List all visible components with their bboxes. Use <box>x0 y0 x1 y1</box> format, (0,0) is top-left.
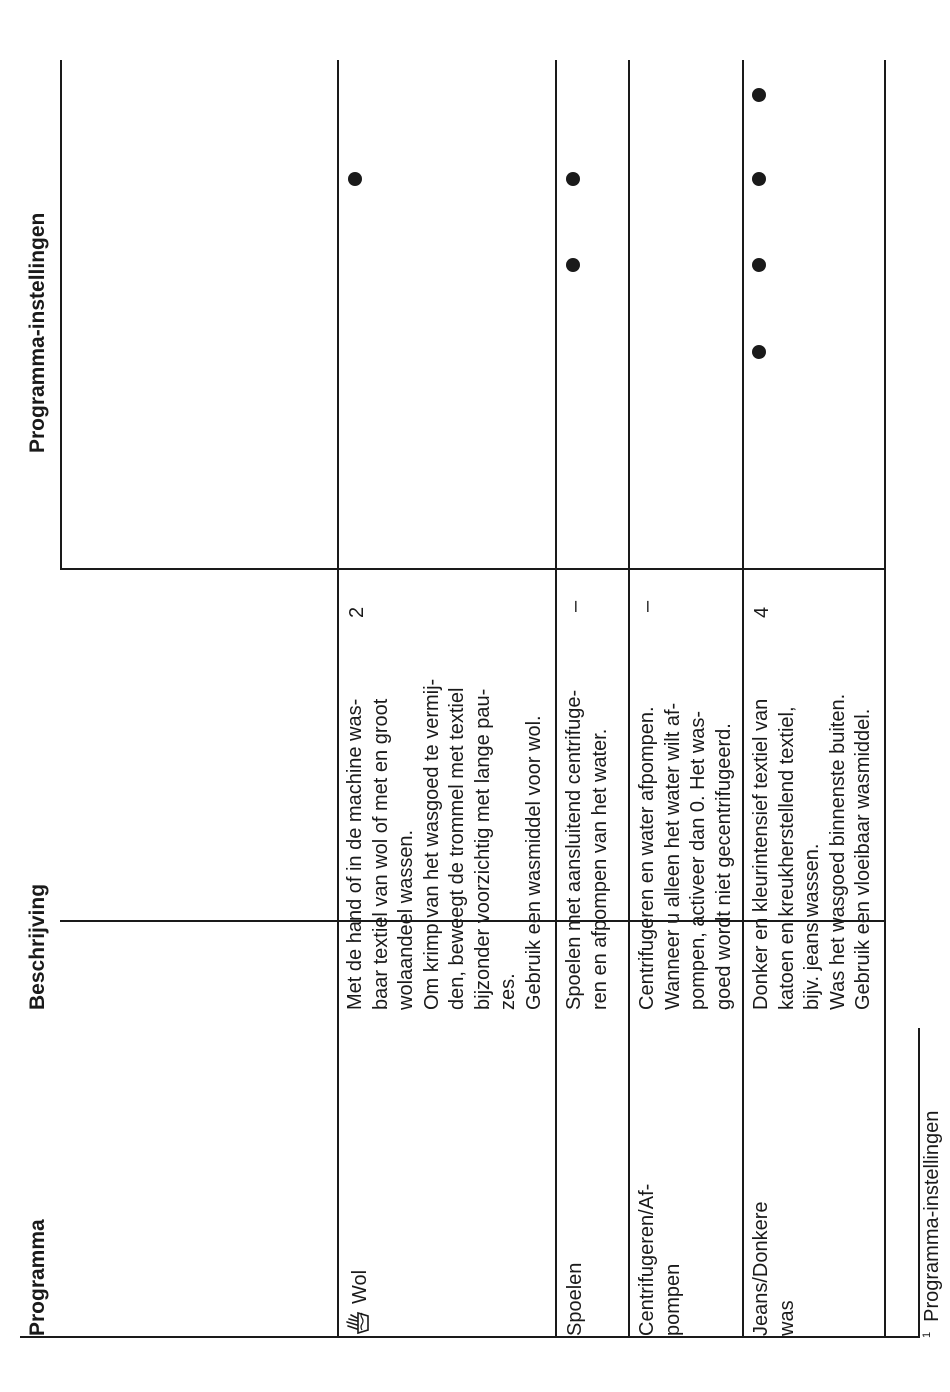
description-line: Was het wasgoed binnenste buiten. <box>826 693 849 1010</box>
description-cell <box>635 703 737 1010</box>
description-line: Gebruik een vloeibaar wasmiddel. <box>852 708 874 1010</box>
setting-dot <box>566 172 580 186</box>
row-divider-4 <box>742 60 744 1338</box>
program-label: Wol <box>349 1269 371 1304</box>
description-line: bijv. jeans wassen. <box>801 843 823 1010</box>
value-cell: – <box>636 600 658 612</box>
description-line: Gebruik een wasmiddel voor wol. <box>522 715 545 1010</box>
description-line: Met de hand of in de machine was- <box>344 698 366 1010</box>
footnote <box>921 1111 944 1338</box>
value-cell: 2 <box>346 606 368 618</box>
program-label-line: was <box>775 1300 798 1336</box>
footnote-mark: 1 <box>921 1331 933 1338</box>
setting-dot <box>752 258 766 272</box>
setting-dot <box>752 345 766 359</box>
description-line: goed wordt niet gecentrifugeerd. <box>712 723 735 1010</box>
hand-wash-icon <box>345 1310 371 1336</box>
program-cell-centrifugeren <box>635 1184 686 1336</box>
description-line: Donker en kleurintensief textiel van <box>750 698 772 1010</box>
description-line: bijzonder voorzichtig met lange pau- <box>471 688 494 1010</box>
footnote-text: Programma-instellingen <box>921 1110 943 1322</box>
description-line: Spoelen met aansluitend centrifuge- <box>563 689 585 1010</box>
row-divider-2 <box>555 60 557 1338</box>
table-bottom-border <box>884 60 886 1338</box>
header-beschrijving: Beschrijving <box>26 883 49 1010</box>
description-line: katoen en kreukherstellend textiel, <box>775 706 798 1010</box>
description-line: ren en afpompen van het water. <box>588 728 611 1010</box>
header-programma: Programma <box>26 1219 49 1336</box>
description-line: Centrifugeren en water afpompen. <box>636 706 658 1010</box>
value-cell: – <box>564 600 586 612</box>
description-cell <box>562 690 613 1010</box>
description-line: Wanneer u alleen het water wilt af- <box>661 702 684 1010</box>
description-cell <box>749 694 877 1010</box>
row-divider-3 <box>628 60 630 1338</box>
setting-dot <box>752 88 766 102</box>
program-label-line: Centrifugeren/Af- <box>636 1183 658 1336</box>
program-label-line: Jeans/Donkere <box>750 1201 772 1336</box>
header-divider <box>60 60 62 570</box>
row-divider-1 <box>337 60 339 1338</box>
program-cell-wol <box>345 1270 373 1336</box>
description-cell <box>343 679 547 1010</box>
description-line: wolaandeel wassen. <box>395 829 417 1010</box>
description-line: Om krimp van het wasgoed te vermij- <box>420 678 443 1010</box>
setting-dot <box>348 172 362 186</box>
setting-dot <box>566 258 580 272</box>
program-cell-spoelen: Spoelen <box>564 1262 586 1336</box>
description-line: zes. <box>497 973 519 1010</box>
description-line: baar textiel van wol of met en groot <box>369 698 392 1010</box>
setting-dot <box>752 172 766 186</box>
table-left-border <box>20 1336 918 1338</box>
program-cell-jeans <box>749 1201 800 1336</box>
header-programma-instellingen: Programma-instellingen <box>26 212 49 453</box>
description-line: pompen, activeer dan 0. Het was- <box>687 710 709 1010</box>
footnote-rule <box>918 1028 920 1338</box>
value-cell: 4 <box>751 606 773 618</box>
program-label-line: pompen <box>661 1263 684 1336</box>
description-line: den, beweegt de trommel met textiel <box>446 687 468 1010</box>
table-right-border <box>60 568 885 570</box>
